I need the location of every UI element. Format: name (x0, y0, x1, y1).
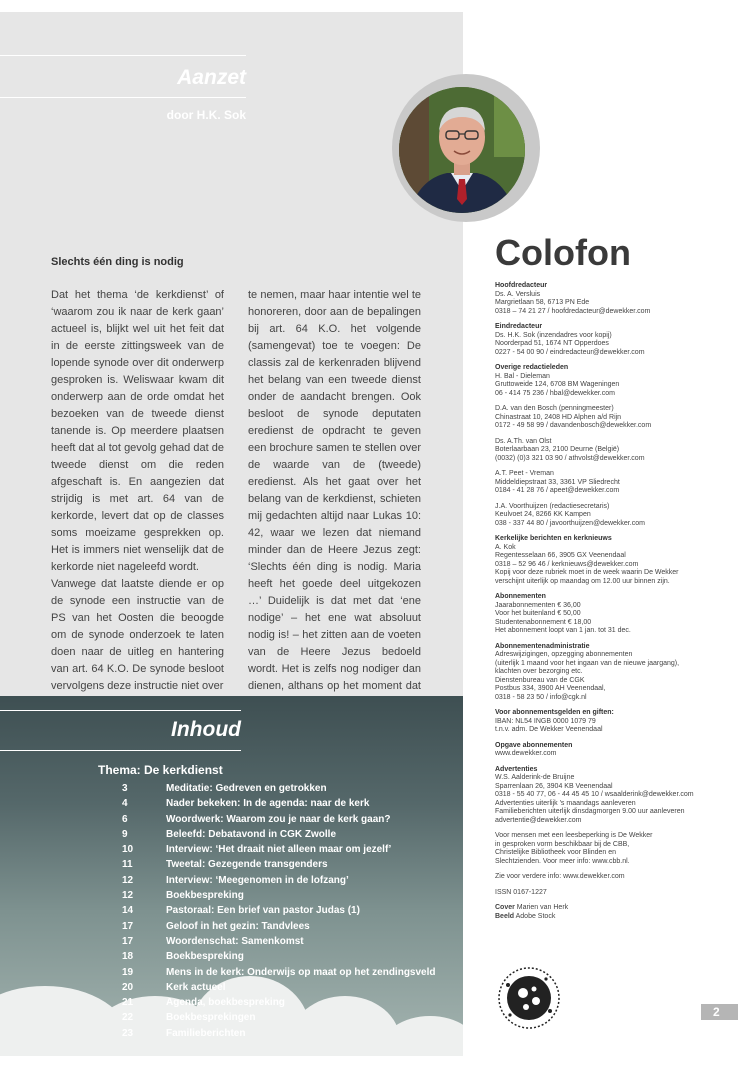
colofon-heading: Opgave abonnementen (495, 741, 573, 749)
colofon-line: Keulvoet 24, 8266 KK Kampen (495, 511, 591, 518)
toc-page-number: 21 (122, 997, 134, 1009)
toc-page-number: 12 (122, 874, 134, 886)
colofon-line: D.A. van den Bosch (penningmeester) (495, 405, 614, 412)
toc-item-title: Tweetal: Gezegende transgenders (166, 859, 328, 871)
colofon-line: Boterlaarbaan 23, 2100 Deurne (België) (495, 446, 620, 453)
colofon-line: (0032) (0)3 321 03 90 / athvolst@dewekker.com (495, 454, 645, 462)
toc-item-title: Pastoraal: Een brief van pastor Judas (1) (166, 905, 360, 917)
colofon-line: Kopij voor deze rubriek moet in de week waarin De Wekker (495, 569, 679, 576)
colofon-heading: Overige redactieleden (495, 364, 569, 371)
byline: door H.K. Sok (166, 108, 246, 122)
article-paragraph: Vanwege dat laatste diende er op de synode een instructie van de PS van het Oosten die beoogde om de synode onderzoek te laten doen naar de uitleg en hantering van art. 64 K.O. De synode besloot vervolgens deze instructie niet over (51, 578, 224, 692)
toc-item[interactable] (0, 829, 463, 844)
colofon-line: J.A. Voorthuijzen (redactiesecretaris) (495, 502, 610, 510)
toc-item[interactable] (0, 1012, 463, 1027)
toc-page-number: 6 (122, 813, 128, 825)
colofon-section (495, 742, 731, 759)
toc-page-number: 17 (122, 935, 134, 947)
colofon-heading: Eindredacteur (495, 323, 543, 330)
colofon-line: Chinastraat 10, 2408 HD Alphen a/d Rijn (495, 413, 622, 421)
colofon-line: (uiterlijk 1 maand voor het ingaan van de nieuwe jaargang), (495, 659, 680, 667)
logo-icon (496, 965, 562, 1031)
colofon-line: 0227 - 54 00 90 / eindredacteur@dewekker.com (495, 348, 645, 356)
author-photo (399, 87, 525, 213)
title-rule-bottom (0, 97, 246, 98)
colofon-line: Christelijke Bibliotheek voor Blinden en (495, 849, 617, 856)
toc-page-number: 3 (122, 783, 128, 794)
toc-page-number: 4 (122, 798, 128, 810)
colofon-line: IBAN: NL54 INGB 0000 1079 79 (495, 717, 596, 725)
colofon-credit (495, 913, 731, 922)
colofon-section (495, 832, 731, 866)
colofon-line: Voor mensen met een leesbeperking is De Wekker (495, 832, 653, 839)
toc-page-number: 14 (122, 905, 134, 917)
colofon-heading: Advertenties (495, 765, 538, 773)
colofon-line: Studentenabonnement € 18,00 (495, 618, 592, 626)
colofon-title: Colofon (495, 232, 631, 273)
colofon-section (495, 535, 731, 586)
credit-value: Marien van Herk (516, 904, 569, 911)
colofon-line: W.S. Aalderink-de Bruijne (495, 774, 575, 781)
toc-page-number: 20 (122, 981, 134, 993)
colofon-line: Gruttoweide 124, 6708 BM Wageningen (495, 381, 620, 388)
colofon-line: Familieberichten uiterlijk dinsdagmorgen 9.00 uur aanleveren (495, 808, 685, 815)
colofon-line: A.T. Peet - Vreman (495, 470, 554, 477)
toc-item[interactable] (0, 936, 463, 951)
toc-item-title: Geloof in het gezin: Tandvlees (166, 920, 310, 932)
colofon-section (495, 873, 731, 882)
toc-item-title: Boekbespreking (166, 951, 244, 963)
table-of-contents (0, 783, 463, 1043)
colofon-line: Jaarabonnementen € 36,00 (495, 601, 581, 609)
colofon-heading: Hoofdredacteur (495, 282, 548, 289)
colofon-line: H. Bal - Dieleman (495, 372, 550, 380)
colofon-heading: Voor abonnementsgelden en giften: (495, 709, 614, 716)
colofon-line: t.n.v. adm. De Wekker Veenendaal (495, 726, 603, 733)
toc-page-number: 18 (122, 951, 134, 963)
toc-page-number: 19 (122, 966, 134, 978)
page-number: 2 (701, 1004, 738, 1020)
colofon-heading: Kerkelijke berichten en kerknieuws (495, 535, 612, 542)
toc-page-number: 10 (122, 844, 134, 856)
toc-item-title: Meditatie: Gedreven en getrokken (166, 783, 327, 794)
colofon-line: Adreswijzigingen, opzegging abonnementen (495, 651, 633, 658)
toc-item-title: Familieberichten (166, 1027, 246, 1039)
inhoud-title: Inhoud (171, 718, 241, 741)
toc-item-title: Interview: ‘Meegenomen in de lofzang’ (166, 874, 349, 886)
credit-label: Cover (495, 904, 515, 911)
colofon-line: Zie voor verdere info: www.dewekker.com (495, 873, 625, 880)
article-subheading: Slechts één ding is nodig (51, 256, 184, 268)
toc-item[interactable] (0, 844, 463, 859)
toc-item-title: Agenda, boekbespreking (166, 997, 285, 1009)
colofon-line: Regentesselaan 66, 3905 GX Veenendaal (495, 552, 626, 559)
credit-label: Beeld (495, 912, 515, 920)
toc-item-title: Kerk actueel (166, 981, 226, 993)
colofon-line: ISSN 0167-1227 (495, 888, 547, 896)
colofon-credit (495, 904, 731, 913)
article-column-1 (51, 287, 224, 695)
colofon-line: Sparrenlaan 26, 3904 KB Veenendaal (495, 782, 613, 790)
colofon-line: Dienstenbureau van de CGK (495, 676, 585, 684)
toc-item-title: Woordenschat: Samenkomst (166, 935, 304, 947)
colofon-line: 0318 - 55 40 77, 06 - 44 45 45 10 / wsaalderink@dewekker.com (495, 791, 694, 798)
colofon-line: 038 - 337 44 80 / javoorthuijzen@dewekker.com (495, 519, 645, 527)
colofon-section (495, 709, 731, 735)
toc-item-title: Boekbespreking (166, 890, 244, 902)
colofon-section (495, 405, 731, 431)
colofon-section (495, 438, 731, 464)
toc-item[interactable] (0, 967, 463, 982)
colofon-line: Ds. H.K. Sok (inzendadres voor kopij) (495, 331, 612, 339)
colofon-line: in gesproken vorm beschikbaar bij de CBB, (495, 840, 630, 848)
toc-page-number: 9 (122, 828, 128, 840)
toc-item[interactable] (0, 890, 463, 905)
colofon-line: Ds. A. Versluis (495, 290, 541, 298)
inhoud-theme: Thema: De kerkdienst (98, 763, 223, 777)
colofon-line: verschijnt uiterlijk op maandag om 12.00 uur binnen zijn. (495, 577, 670, 585)
colofon-line: www.dewekker.com (495, 750, 557, 757)
colofon-heading: Abonnementen (495, 593, 546, 600)
toc-page-number: 22 (122, 1012, 134, 1024)
toc-item-title: Interview: ‘Het draait niet alleen maar om jezelf’ (166, 844, 392, 856)
colofon-line: Margrietlaan 58, 6713 PN Ede (495, 299, 590, 306)
toc-item[interactable] (0, 1028, 463, 1043)
toc-item-title: Mens in de kerk: Onderwijs op maat op het zendingsveld (166, 966, 436, 978)
colofon-line: 0318 – 52 96 46 / kerknieuws@dewekker.com (495, 560, 639, 568)
colofon-line: Voor het buitenland € 50,00 (495, 610, 581, 617)
colofon-section (495, 766, 731, 826)
article-paragraph: te nemen, maar haar intentie wel te honoreren, door aan de bepalingen bij art. 64 K.O. het volgende (samengevat) toe te voegen: De classis zal de kerkenraden blijvend het belang van een tweede dienst onder de aandacht brengen. Ook besloot de synode deputaten eredienst de opdracht te geven een brochure samen te stellen over de waarde van de (tweede) eredienst. Als het gaat over het belang van de kerkdienst, schieten mij gedachten altijd naar Lukas 10: 42, waar we lezen dat niemand minder dan de Heere Jezus zegt: ‘Slechts één ding is nodig. Maria heeft het goede deel uitgekozen …’ Duidelijk is dat met dat ‘ene nodige’ – het ene wat absoluut nodig is! – het zitten aan de voeten van de Heere Jezus bedoeld wordt. Het is zelfs nog nodiger dan dienen, althans op het moment dat (248, 289, 421, 692)
colofon-line: Het abonnement loopt van 1 jan. tot 31 dec. (495, 627, 631, 634)
toc-item-title: Woordwerk: Waarom zou je naar de kerk gaan? (166, 813, 391, 825)
colofon-heading: Abonnementenadministratie (495, 642, 590, 650)
toc-item-title: Nader bekeken: In de agenda: naar de kerk (166, 798, 370, 810)
aanzet-title: Aanzet (177, 66, 246, 89)
inhoud-rule-bottom (0, 750, 241, 751)
toc-item[interactable] (0, 905, 463, 920)
colofon-line: 0318 - 58 23 50 / info@cgk.nl (495, 693, 587, 701)
toc-item[interactable] (0, 982, 463, 997)
colofon-line: Ds. A.Th. van Olst (495, 437, 552, 445)
colofon-line: A. Kok (495, 543, 516, 551)
toc-item-title: Boekbesprekingen (166, 1012, 256, 1024)
colofon-section (495, 323, 731, 357)
colofon-line: 0184 - 41 28 76 / apeet@dewekker.com (495, 487, 620, 494)
title-rule-top (0, 55, 246, 56)
colofon-line: 0172 - 49 58 99 / davandenbosch@dewekker.com (495, 422, 652, 429)
toc-page-number: 17 (122, 920, 134, 932)
colofon-section (495, 643, 731, 703)
colofon-line: 0318 – 74 21 27 / hoofdredacteur@dewekker.com (495, 307, 651, 315)
colofon-line: 06 - 414 75 236 / hbal@dewekker.com (495, 389, 615, 397)
colofon-section (495, 364, 731, 398)
toc-item[interactable] (0, 997, 463, 1012)
colofon-line: Noorderpad 51, 1674 NT Opperdoes (495, 340, 609, 347)
inhoud-rule-top (0, 710, 241, 711)
toc-item[interactable] (0, 875, 463, 890)
toc-item[interactable] (0, 798, 463, 813)
toc-page-number: 23 (122, 1027, 134, 1039)
article-column-2 (248, 287, 421, 712)
colofon-line: Advertenties uiterlijk 's maandags aanleveren (495, 799, 636, 807)
colofon-line: advertentie@dewekker.com (495, 816, 582, 824)
colofon-section (495, 889, 731, 898)
credit-value: Adobe Stock (515, 912, 556, 920)
colofon-line: Middeldiepstraat 33, 3361 VP Sliedrecht (495, 478, 620, 486)
toc-item[interactable] (0, 814, 463, 829)
toc-item[interactable] (0, 859, 463, 874)
colofon-line: Postbus 334, 3900 AH Veenendaal, (495, 685, 606, 692)
colofon-section (495, 503, 731, 529)
toc-item[interactable] (0, 951, 463, 966)
toc-page-number: 11 (122, 859, 133, 871)
toc-item[interactable] (0, 783, 463, 798)
toc-page-number: 12 (122, 890, 134, 902)
toc-item[interactable] (0, 921, 463, 936)
colofon-section (495, 593, 731, 636)
colofon-line: klachten over bezorging etc. (495, 668, 583, 675)
colofon-body (495, 282, 731, 921)
article-paragraph: Dat het thema ‘de kerkdienst’ of ‘waarom zou ik naar de kerk gaan’ actueel is, blijkt wel uit het feit dat in de eerste zittingsweek van de lopende synode over dit onderwerp gesproken is. Weliswaar kwam dit onderwerp aan de orde omdat het bezoeken van de tweede dienst tanende is. Op meerdere plaatsen heeft dat al tot gevolg gehad dat de tweede dienst om die reden afgeschaft is. En aangezien dat strijdig is met art. 64 van de kerkorde, levert dat op de classes soms moeizame gesprekken op. Het is immers niet wenselijk dat de kerkorde niet nageleefd wordt. (51, 289, 224, 573)
toc-item-title: Beleefd: Debatavond in CGK Zwolle (166, 828, 337, 840)
colofon-section (495, 470, 731, 496)
colofon-section (495, 282, 731, 316)
colofon-line: Slechtzienden. Voor meer info: www.cbb.nl. (495, 857, 630, 865)
